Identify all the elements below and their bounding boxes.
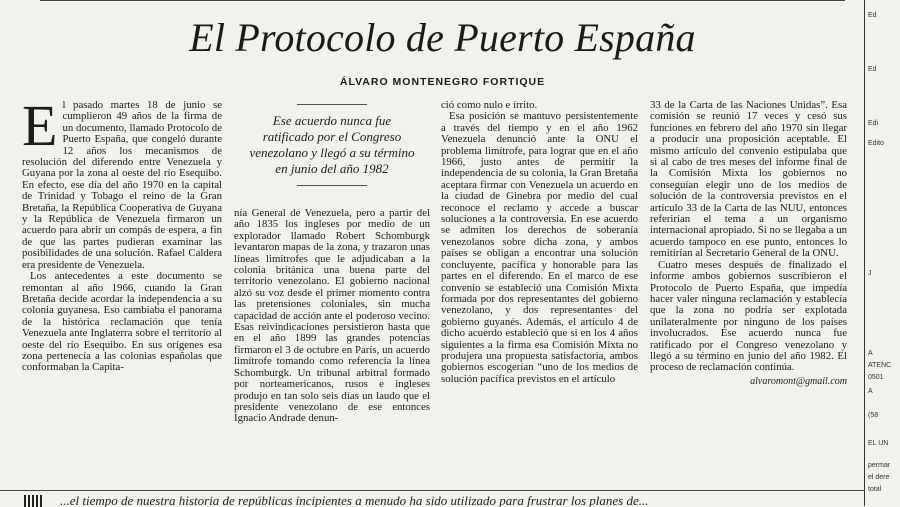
pull-quote [246,104,418,186]
article-column-3 [441,100,638,385]
sidebar-fragment: Edi [868,120,879,127]
sidebar-fragment: EL UN [868,440,889,447]
pull-quote-rule-bottom [297,185,367,186]
top-rule [40,0,845,1]
sidebar-fragment: Ed [868,66,877,73]
article-column-4 [650,100,847,387]
sidebar-fragment: permar [868,462,891,469]
pull-quote-rule-top [297,104,367,105]
sidebar-fragment: total [868,486,882,493]
author-email: alvaromont@gmail.com [750,375,847,387]
sidebar-fragment: ATENC [868,362,892,369]
paragraph: ció como nulo e írrito. [441,99,538,111]
sidebar-fragment: Edito [868,140,884,147]
pull-quote-text: Ese acuerdo nunca fue ratificado por el Congreso venezolano y llegó a su término en junio del año 1982 [249,113,415,176]
next-article-strip [0,490,865,507]
paragraph: Los antecedentes a este documento se remontan al año 1966, cuando la Gran Bretaña decide acordar la independencia a su colonia guyanesa. Eso cambiaba el panorama de la histórica reclamación que tenía Venezuela ante Inglaterra sobre el territorio al oeste del río Esequibo. En sus orígenes esa zona pertenecía a las colonias españolas que conformaban la Capita- [22,270,222,374]
sidebar-fragment: A [868,388,873,395]
article-column-2 [234,100,430,425]
qr-code-icon [24,495,44,507]
column-separator [864,0,865,506]
article-title: El Protocolo de Puerto España [189,15,696,60]
sidebar-fragment: J [868,270,872,277]
sidebar-fragment: 0501 [868,374,884,381]
sidebar-fragment: el dere [868,474,890,481]
drop-cap: E [22,93,58,158]
sidebar-fragment: (58 [868,412,879,419]
sidebar-fragment: A [868,350,873,357]
paragraph: El pasado martes 18 de junio se cumplieron 49 años de la firma de un documento, llamado Protocolo de Puerto España, que congeló durante 12 años los mecanismos de resolución del diferendo entre Venezuela y Guyana por la zona al oeste del río Esequibo. En efecto, ese día del año 1970 en la capital de Trinidad y Tobago el reino de la Gran Bretaña, la República Cooperativa de Guyana y la República de Venezuela firmaron un acuerdo para abrir un compás de espera, a fin de que las partes pudieran examinar las posibilidades de una solución. Rafael Caldera era presidente de Venezuela. [22,93,222,271]
paragraph: Cuatro meses después de finalizado el informe ambos gobiernos suscribieron el Protocolo de Puerto España, que impedía hacer valer ninguna reclamación y establecía que la zona no podría ser explotada unilateralmente por ninguno de los países involucrados. Ese acuerdo nunca fue ratificado por el Congreso venezolano y llegó a su término en junio del año 1982. El proceso de reclamación continúa. [650,258,847,374]
article-author: ÁLVARO MONTENEGRO FORTIQUE [339,76,546,88]
article-column-1 [22,93,222,374]
next-article-text: ...el tiempo de nuestra historia de repúblicas incipientes a menudo ha sido utilizado para frustrar los planes de... [60,493,649,507]
paragraph: 33 de la Carta de las Naciones Unidas”. Esa comisión se reunió 17 veces y cesó sus funciones en febrero del año 1970 sin llegar a producir una proposición aceptable. El mismo artículo del convenio estipulaba que si al cabo de tres meses del informe final de la Comisión Mixta los gobiernos no conseguían elegir uno de los medios de solución de la controversia previstos en el artículo 33 de la Carta de las NUU, entonces referirían el tema a un organismo internacional apropiado. Si no se llegaba a un acuerdo tampoco en ese punto, entonces lo remitirían al Secretario General de la ONU. [650,99,847,260]
sidebar-fragment: Ed [868,12,877,19]
paragraph: Esa posición se mantuvo persistentemente a través del tiempo y en el año 1962 Venezuela denunció ante la ONU el problema limítrofe, para lograr que en el año 1966, justo antes de permitir la independencia de su colonia, la Gran Bretaña aceptara firmar con Venezuela un acuerdo en la ciudad de Ginebra por medio del cual reconoce el reclamo y accede a buscar soluciones a la controversia. En ese acuerdo se admiten los derechos de soberanía venezolanos sobre dicha zona, y ambos países se obligan a encontrar una solución concluyente, pacífica y honorable para las partes en el diferendo. En el marco de ese convenio se estableció una Comisión Mixta formada por dos representantes del gobierno venezolano, y dos representantes del gobierno guyanés. Además, el artículo 4 de dicho acuerdo estableció que si en los 4 años siguientes a la firma esa Comisión Mixta no produjera una propuesta satisfactoria, ambos gobiernos escogerían “uno de los medios de solución pacífica previstos en el artículo [441,110,638,385]
paragraph: nía General de Venezuela, pero a partir del año 1835 los ingleses por medio de un explorador llamado Robert Schomburgk levantaron mapas de la zona, y trazaron unas líneas limítrofes que le adjudicaban a la colonia británica una buena parte del territorio venezolano. El gobierno nacional alzó su voz desde el primer momento contra las pretensiones coloniales, sin mucha capacidad de acción ante el poderoso vecino. Esas reivindicaciones persistieron hasta que en el año 1899 las grandes potencias firmaron el 3 de octubre en París, un acuerdo limítrofe tomando como referencia la línea Schomburgk. Un tribunal arbitral formado por norteamericanos, rusos e ingleses produjo en tan solo seis días un laudo que el presidente venezolano de ese entonces Ignacio Andrade denun- [234,207,430,425]
